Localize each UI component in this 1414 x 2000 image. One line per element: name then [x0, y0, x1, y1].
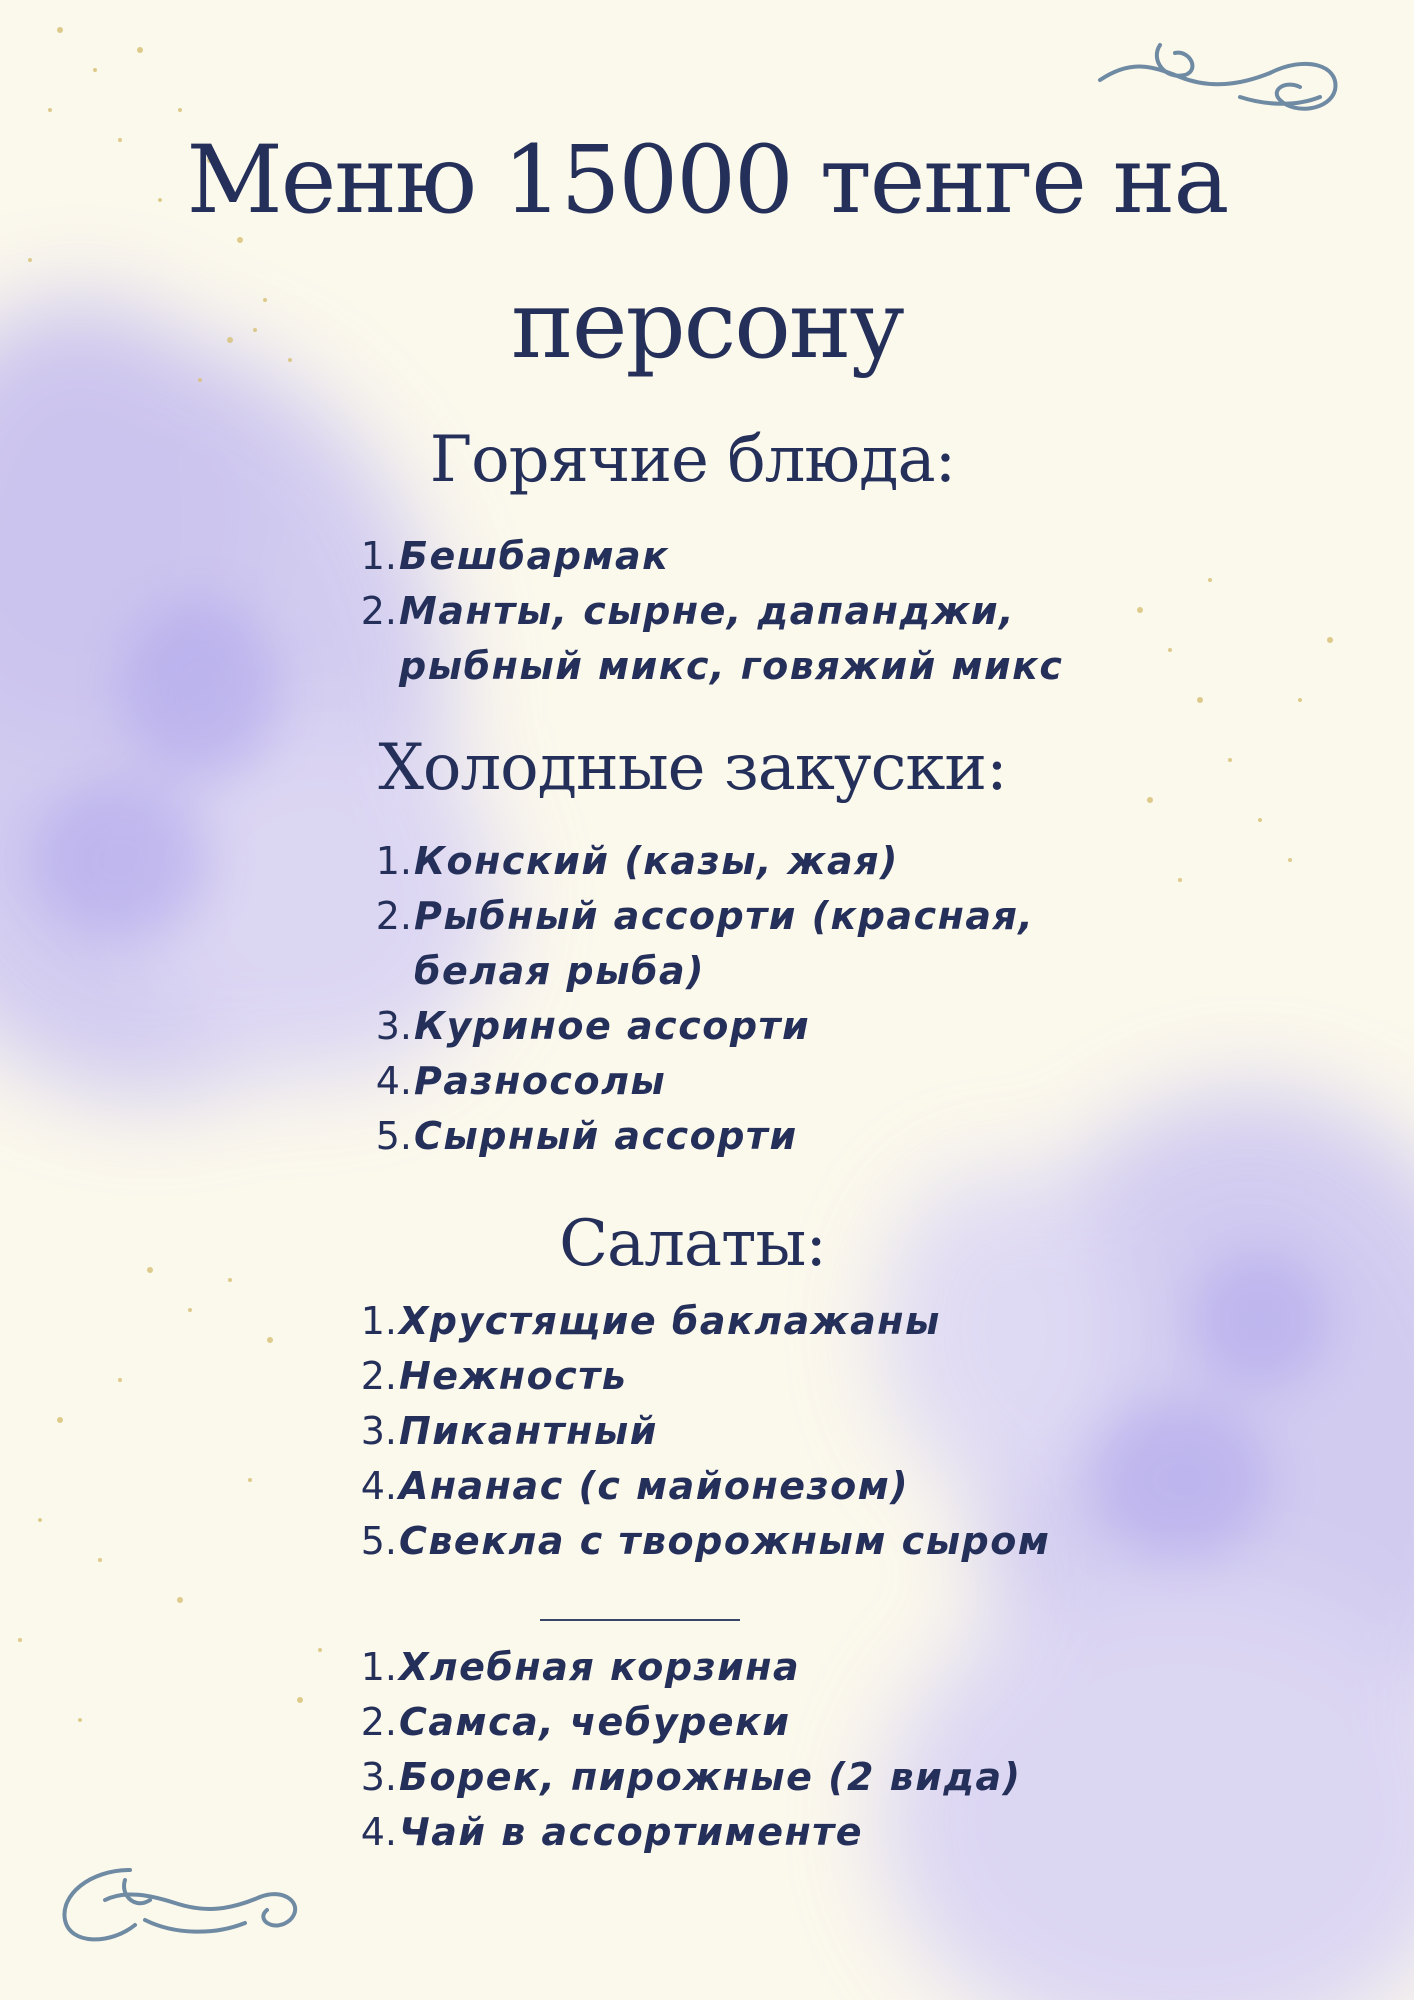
list-item [370, 889, 1034, 944]
list-number: 4. [360, 1810, 397, 1854]
list-item-text: Разносолы [414, 1059, 667, 1103]
list-item [355, 584, 1063, 639]
list-item-text: Рыбный ассорти (красная, [414, 894, 1035, 938]
list-item-text: рыбный микс, говяжий микс [399, 644, 1064, 688]
list-item [355, 1404, 1050, 1459]
list-item-text: Борек, пирожные (2 вида) [399, 1755, 1022, 1799]
list-number: 1. [360, 534, 397, 578]
list-item-text: Куриное ассорти [414, 1004, 811, 1048]
list-item-text: Сырный ассорти [414, 1114, 798, 1158]
list-item-text: Манты, сырне, дапанджи, [399, 589, 1016, 633]
list-item [370, 834, 1034, 889]
list-number: 1. [360, 1299, 397, 1343]
list-number: 2. [360, 1354, 397, 1398]
list-item-text: Хрустящие баклажаны [399, 1299, 941, 1343]
list-number: 1. [360, 1645, 397, 1689]
heading-cold-appetizers: Холодные закуски: [378, 731, 1007, 805]
list-item [355, 1514, 1050, 1569]
list-number: 3. [360, 1409, 397, 1453]
extras-list [355, 1640, 1022, 1860]
list-number: 4. [375, 1059, 412, 1103]
hot-dishes-list [355, 529, 1063, 694]
section-divider [540, 1619, 740, 1621]
list-number: 3. [360, 1755, 397, 1799]
list-number: 1. [375, 839, 412, 883]
list-item [370, 944, 1034, 999]
list-item-text: Чай в ассортименте [399, 1810, 864, 1854]
heading-salads: Салаты: [559, 1207, 826, 1281]
list-item [355, 1459, 1050, 1514]
list-item-text: Пикантный [399, 1409, 658, 1453]
list-item [355, 639, 1063, 694]
list-item-text: Хлебная корзина [399, 1645, 801, 1689]
list-item [355, 1640, 1022, 1695]
list-item [370, 1054, 1034, 1109]
list-item-text: Конский (казы, жая) [414, 839, 899, 883]
list-item [355, 529, 1063, 584]
list-number: 2. [375, 894, 412, 938]
list-number: 5. [375, 1114, 412, 1158]
salads-list [355, 1294, 1050, 1569]
list-item-text: Ананас (с майонезом) [399, 1464, 910, 1508]
cold-appetizers-list [370, 834, 1034, 1164]
list-number: 4. [360, 1464, 397, 1508]
list-item-text: Самса, чебуреки [399, 1700, 791, 1744]
list-number: 2. [360, 1700, 397, 1744]
list-item [370, 999, 1034, 1054]
list-item-text: Нежность [399, 1354, 628, 1398]
list-number [370, 944, 414, 999]
list-item [355, 1695, 1022, 1750]
list-item [355, 1294, 1050, 1349]
list-number: 2. [360, 589, 397, 633]
list-item [370, 1109, 1034, 1164]
list-item-text: Свекла с творожным сыром [399, 1519, 1051, 1563]
list-number: 5. [360, 1519, 397, 1563]
heading-hot-dishes: Горячие блюда: [429, 423, 956, 497]
list-item-text: белая рыба) [414, 949, 706, 993]
list-item [355, 1349, 1050, 1404]
list-item-text: Бешбармак [399, 534, 670, 578]
bottom-left-flourish-icon [55, 1855, 315, 1955]
list-item [355, 1750, 1022, 1805]
list-number [355, 639, 399, 694]
list-number: 3. [375, 1004, 412, 1048]
page-title: Меню 15000 тенге на персону [186, 126, 1228, 380]
list-item [355, 1805, 1022, 1860]
